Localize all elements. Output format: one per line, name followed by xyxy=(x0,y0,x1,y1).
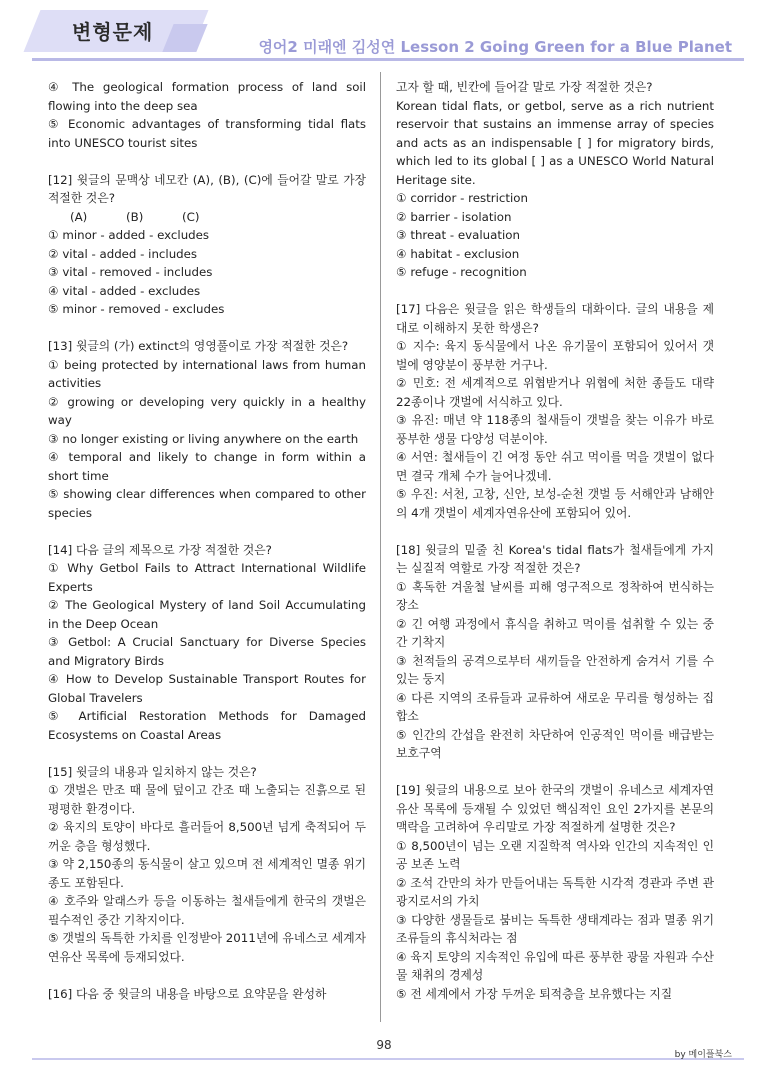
question-11-continued xyxy=(48,78,366,152)
option: ③ 약 2,150종의 동식물이 살고 있으며 전 세계적인 멸종 위기종도 포함된다. xyxy=(48,857,366,890)
page-number: 98 xyxy=(376,1038,392,1052)
section-label: 변형문제 xyxy=(72,20,154,44)
option: ③ 천적들의 공격으로부터 새끼들을 안전하게 숨겨서 기를 수 있는 둥지 xyxy=(396,653,714,686)
option: ② 민호: 전 세계적으로 위협받거나 위협에 처한 종들도 대략 22종이나 갯벌에 서식하고 있다. xyxy=(396,376,714,409)
question-stem: [19] 윗글의 내용으로 보아 한국의 갯벌이 유네스코 세계자연유산 목록에 등재될 수 있었던 핵심적인 요인 2가지를 본문의 맥락을 고려하여 우리말로 가장 적절하게 설명한 것은? xyxy=(396,783,714,834)
option: ② The Geological Mystery of land Soil Accumulating in the Deep Ocean xyxy=(48,598,366,631)
option: ② vital - added - includes xyxy=(48,246,198,261)
option: ① corridor - restriction xyxy=(396,191,528,205)
right-column xyxy=(396,78,714,1003)
page-title: 영어2 미래엔 김성연 Lesson 2 Going Green for a Blue Planet xyxy=(258,38,732,56)
page-header xyxy=(0,0,768,64)
summary-passage: Korean tidal flats, or getbol, serve as a rich nutrient reservoir that sustains an immense array of species and acts as an indispensable [ ] for migratory birds, which led to its global [ ] as a UNESCO World Natural Heritage site. xyxy=(396,98,714,187)
option: ① 지수: 육지 동식물에서 나온 유기물이 포함되어 있어서 갯벌에 영양분이 풍부한 거구나. xyxy=(396,339,714,372)
question-19 xyxy=(396,781,714,1003)
blank-label-c: (C) xyxy=(182,209,200,224)
question-stem: 고자 할 때, 빈칸에 들어갈 말로 가장 적절한 것은? xyxy=(396,80,653,94)
question-12 xyxy=(48,171,366,319)
option: ① Why Getbol Fails to Attract International Wildlife Experts xyxy=(48,561,366,594)
header-rule xyxy=(32,58,744,61)
option: ② 긴 여행 과정에서 휴식을 취하고 먹이를 섭취할 수 있는 중간 기착지 xyxy=(396,616,714,649)
question-17 xyxy=(396,300,714,522)
option: ⑤ 우진: 서천, 고창, 신안, 보성-순천 갯벌 등 서해안과 남해안의 4개 갯벌이 세계자연유산에 포함되어 있어. xyxy=(396,487,714,520)
option: ③ threat - evaluation xyxy=(396,228,520,242)
option: ⑤ 인간의 간섭을 완전히 차단하여 인공적인 먹이를 배급받는 보호구역 xyxy=(396,727,714,760)
option: ① 8,500년이 넘는 오랜 지질학적 역사와 인간의 지속적인 인공 보존 노력 xyxy=(396,838,714,871)
option: ⑤ Economic advantages of transforming tidal flats into UNESCO tourist sites xyxy=(48,117,366,150)
blank-labels xyxy=(48,208,366,227)
question-stem: [14] 다음 글의 제목으로 가장 적절한 것은? xyxy=(48,542,272,557)
option: ⑤ Artificial Restoration Methods for Damaged Ecosystems on Coastal Areas xyxy=(48,709,366,742)
question-stem: [16] 다음 중 윗글의 내용을 바탕으로 요약문을 완성하 xyxy=(48,986,327,1001)
option: ① being protected by international laws from human activities xyxy=(48,357,366,390)
option: ④ 호주와 알래스카 등을 이동하는 철새들에게 한국의 갯벌은 필수적인 중간 기착지이다. xyxy=(48,894,366,927)
question-stem: [17] 다음은 윗글을 읽은 학생들의 대화이다. 글의 내용을 제대로 이해하지 못한 학생은? xyxy=(396,302,714,335)
option: ④ vital - added - excludes xyxy=(48,283,201,298)
question-stem: [12] 윗글의 문맥상 네모칸 (A), (B), (C)에 들어갈 말로 가장 적절한 것은? xyxy=(48,172,366,205)
option: ⑤ 갯벌의 독특한 가치를 인정받아 2011년에 유네스코 세계자연유산 목록에 등재되었다. xyxy=(48,931,366,964)
option: ① 혹독한 겨울철 날씨를 피해 영구적으로 정착하여 번식하는 장소 xyxy=(396,579,714,612)
question-16 xyxy=(48,985,366,1004)
option: ① 갯벌은 만조 때 물에 덮이고 간조 때 노출되는 진흙으로 된 평평한 환경이다. xyxy=(48,783,366,816)
option: ③ 유진: 매년 약 118종의 철새들이 갯벌을 찾는 이유가 바로 풍부한 생물 다양성 덕분이야. xyxy=(396,413,714,446)
blank-label-a: (A) xyxy=(70,209,88,224)
option: ④ 다른 지역의 조류들과 교류하여 새로운 무리를 형성하는 집합소 xyxy=(396,690,714,723)
option: ⑤ 전 세계에서 가장 두꺼운 퇴적층을 보유했다는 지질 xyxy=(396,986,673,1001)
option: ② barrier - isolation xyxy=(396,209,512,224)
option: ④ habitat - exclusion xyxy=(396,246,520,261)
column-divider xyxy=(380,72,381,1022)
option: ⑤ refuge - recognition xyxy=(396,265,527,279)
publisher-brand: by 메이플북스 xyxy=(674,1050,732,1060)
option: ④ 서연: 철새들이 긴 여정 동안 쉬고 먹이를 먹을 갯벌이 없다면 결국 개체 수가 늘어나겠네. xyxy=(396,450,714,483)
option: ④ How to Develop Sustainable Transport Routes for Global Travelers xyxy=(48,672,366,705)
option: ④ The geological formation process of land soil flowing into the deep sea xyxy=(48,80,366,113)
option: ② 육지의 토양이 바다로 흘러들어 8,500년 넘게 축적되어 두꺼운 층을 형성했다. xyxy=(48,820,366,853)
question-15 xyxy=(48,763,366,967)
option: ⑤ showing clear differences when compared to other species xyxy=(48,487,366,520)
blank-label-b: (B) xyxy=(126,209,144,224)
question-stem: [18] 윗글의 밑줄 친 Korea's tidal flats가 철새들에게 가지는 실질적 역할로 가장 적절한 것은? xyxy=(396,542,714,575)
option: ④ temporal and likely to change in form within a short time xyxy=(48,450,366,483)
question-stem: [15] 윗글의 내용과 일치하지 않는 것은? xyxy=(48,764,257,779)
option: ③ no longer existing or living anywhere on the earth xyxy=(48,431,359,446)
option: ① minor - added - excludes xyxy=(48,228,210,242)
option: ④ 육지 토양의 지속적인 유입에 따른 풍부한 광물 자원과 수산물 채취의 경제성 xyxy=(396,949,714,982)
question-14 xyxy=(48,541,366,745)
footer-rule xyxy=(32,1058,744,1060)
question-18 xyxy=(396,541,714,763)
question-stem: [13] 윗글의 (가) extinct의 영영풀이로 가장 적절한 것은? xyxy=(48,339,349,353)
option: ⑤ minor - removed - excludes xyxy=(48,302,225,316)
option: ③ 다양한 생물들로 붐비는 독특한 생태계라는 점과 멸종 위기 조류들의 휴식처라는 점 xyxy=(396,912,714,945)
option: ② 조석 간만의 차가 만들어내는 독특한 시각적 경관과 주변 관광지로서의 가치 xyxy=(396,875,714,908)
option: ③ Getbol: A Crucial Sanctuary for Diverse Species and Migratory Birds xyxy=(48,635,366,668)
question-13 xyxy=(48,337,366,522)
option: ③ vital - removed - includes xyxy=(48,265,213,279)
left-column xyxy=(48,78,366,1003)
option: ② growing or developing very quickly in a healthy way xyxy=(48,394,366,427)
question-16-continued xyxy=(396,78,714,282)
